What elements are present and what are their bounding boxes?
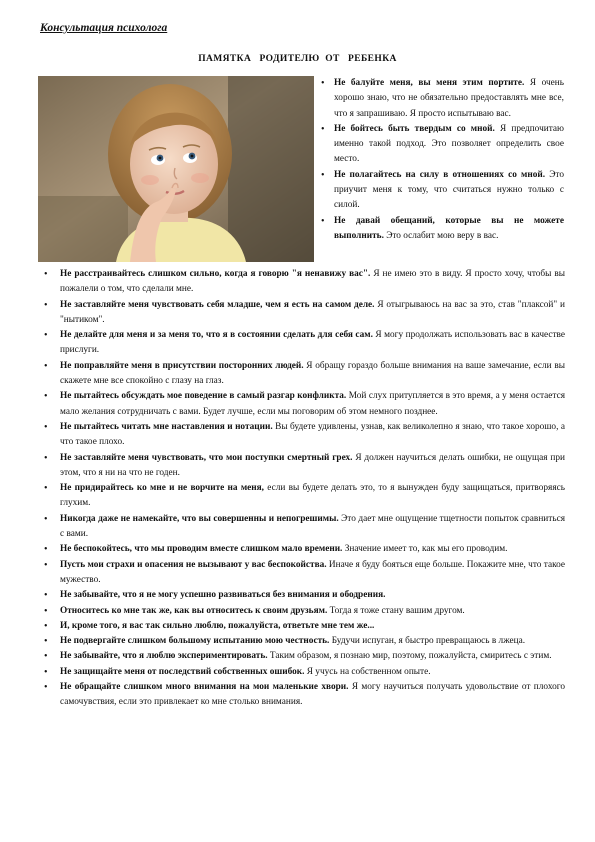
list-item [42,665,565,680]
rule-bold: Не забывайте, что я люблю экспериментировать. [60,651,268,662]
rule-bold: Не защищайте меня от последствий собственных ошибок. [60,666,305,677]
rule-text: Вы будете удивлены, узнав, как великолепно я знаю, что такое хорошо, а что такое плохо. [60,421,565,448]
list-item [42,558,565,589]
list-item [318,76,564,122]
rule-text: Я могу продолжать использовать вас в качестве прислуги. [60,330,566,356]
rule-text: Я отыгрываюсь на вас за это, став "плаксой" и "нытиком". [60,299,565,325]
list-item [42,267,565,298]
child-photo-illustration [38,76,314,262]
list-item [42,298,565,329]
memo-title: ПАМЯТКА РОДИТЕЛЮ ОТ РЕБЕНКА [198,54,397,64]
rule-text: Это дает мне ощущение тщетности попыток сравниться с вами. [60,513,565,540]
rule-text: если вы будете делать это, то я вынужден буду защищаться, притворяясь глухим. [60,483,565,509]
rule-bold: Не полагайтесь на силу в отношениях со мной. [334,169,546,180]
list-item [42,604,565,619]
rule-text: Я должен научиться делать ошибки, не ощущая при этом, что я ни на что не годен. [60,452,565,478]
rule-bold: Не заставляйте меня чувствовать, что мои поступки смертный грех. [60,452,353,463]
rule-text: Таким образом, я познаю мир, поэтому, пожалуйста, смиритесь с этим. [267,651,552,662]
list-item [318,214,564,245]
rule-text: Я могу научиться получать удовольствие от плохого самочувствия, если это привлекает ко мне столько внимания. [60,682,565,708]
rule-bold: Не обращайте слишком много внимания на мои маленькие хвори. [60,682,349,693]
rule-text: Я предпочитаю именно такой подход. Это позволяет определить свое место. [334,123,564,165]
side-rules-list [318,76,564,244]
rule-text: Будучи испуган, я быстро превращаюсь в лжеца. [329,636,526,647]
list-item [42,634,565,649]
list-item [42,389,565,420]
list-item [42,420,565,451]
list-item [42,680,565,711]
rule-bold: Не балуйте меня, вы меня этим портите. [334,78,525,88]
list-item [42,619,565,634]
rule-bold: Не поправляйте меня в присутствии посторонних людей. [60,360,304,371]
rule-bold: Не беспокойтесь, что мы проводим вместе слишком мало времени. [60,544,343,555]
list-item [42,359,565,390]
rule-bold: Не забывайте, что я не могу успешно развиваться без внимания и ободрения. [60,590,386,601]
rule-text: Я очень хорошо знаю, что не обязательно предоставлять мне все, что я запрашиваю. Я просто испытываю вас. [334,78,564,119]
rule-text: Мой слух притупляется в это время, а у меня остается мало желания сотрудничать с вами. Будет лучше, если мы поговорим об этом немного позднее. [60,391,565,417]
rule-bold: Никогда даже не намекайте, что вы совершенны и непогрешимы. [60,513,339,524]
rule-bold: Не пытайтесь читать мне наставления и нотации. [60,421,273,432]
rule-text: Я обращу гораздо больше внимания на ваше замечание, если вы скажете мне все спокойно с глазу на глаз. [60,360,566,387]
rule-bold: Не подвергайте слишком большому испытанию мою честность. [60,636,330,647]
list-item [318,168,564,214]
list-item [318,122,564,168]
rule-bold: Относитесь ко мне так же, как вы относитесь к своим друзьям. [60,605,328,616]
list-item [42,512,565,543]
rule-text: Это приучит меня к тому, что считаться нужно только с силой. [334,169,564,211]
rule-bold: Не давай обещаний, которые вы не можете выполнить. [334,215,564,241]
list-item [42,542,565,557]
rule-text: Иначе я буду бояться еще больше. Покажите мне, что такое мужество. [60,559,565,585]
rule-bold: Не пытайтесь обсуждать мое поведение в самый разгар конфликта. [60,391,347,402]
rule-text: Тогда я тоже стану вашим другом. [327,605,465,616]
list-item [42,588,565,603]
list-item [42,451,565,482]
rule-bold: Не заставляйте меня чувствовать себя младше, чем я есть на самом деле. [60,299,375,310]
list-item [42,649,565,664]
rule-bold: Не делайте для меня и за меня то, что я в состоянии сделать для себя сам. [60,330,373,341]
rule-bold: Пусть мои страхи и опасения не вызывают у вас беспокойства. [60,559,327,570]
rule-text: Значение имеет то, как мы его проводим. [342,544,508,555]
rule-bold: Не придирайтесь ко мне и не ворчите на меня, [60,483,264,494]
rule-bold: Не расстраивайтесь слишком сильно, когда я говорю "я ненавижу вас". [60,269,371,279]
rule-text: Я не имею это в виду. Я просто хочу, чтобы вы пожалели о том, что сделали мне. [60,269,565,295]
rule-bold: И, кроме того, я вас так сильно люблю, пожалуйста, ответьте мне тем же... [60,620,375,631]
rule-text: Это ослабит мою веру в вас. [383,230,499,241]
page-header-title: Консультация психолога [40,22,168,34]
main-rules-list [42,267,565,711]
rule-bold: Не бойтесь быть твердым со мной. [334,123,495,134]
list-item [42,328,565,359]
rule-text: Я учусь на собственном опыте. [304,666,431,677]
child-photo [38,76,314,262]
list-item [42,481,565,512]
